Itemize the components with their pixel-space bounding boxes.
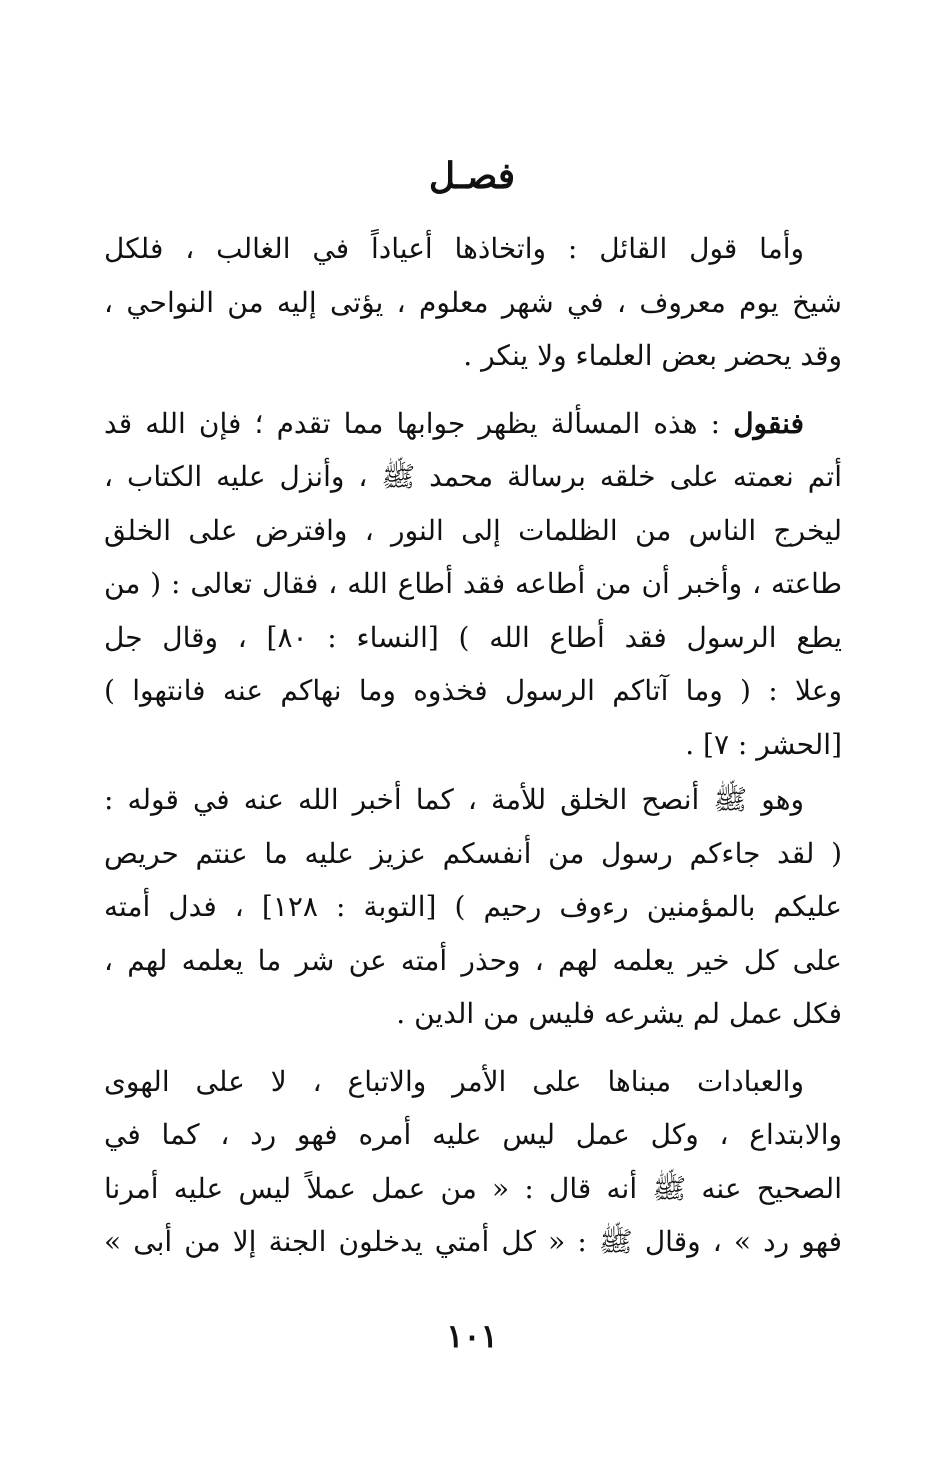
text-line: وأما قول القائل : واتخاذها أعياداً في الغالب ، فلكل (104, 232, 804, 265)
text-line: عليكم بالمؤمنين رءوف رحيم ) [التوبة : ١٢٨] ، فدل أمته (104, 890, 842, 923)
paragraph-2 (104, 397, 842, 772)
paragraph-4 (104, 1055, 842, 1269)
text-line: يطع الرسول فقد أطاع الله ) [النساء : ٨٠] ، وقال جل (104, 620, 842, 654)
text-line: ( لقد جاءكم رسول من أنفسكم عزيز عليه ما عنتم حريص (104, 836, 842, 870)
lead-word: فنقول (733, 406, 804, 440)
text-line: فكل عمل لم يشرعه فليس من الدين . (396, 997, 842, 1030)
section-heading: فصـل (428, 155, 516, 197)
text-line: [الحشر : ٧] . (685, 727, 842, 761)
text-line: أتم نعمته على خلقه برسالة محمد ﷺ ، وأنزل عليه الكتاب ، (104, 460, 842, 493)
text-line: فهو رد » ، وقال ﷺ : « كل أمتي يدخلون الجنة إلا من أبى » (104, 1225, 842, 1258)
text-line: طاعته ، وأخبر أن من أطاعه فقد أطاع الله ، فقال تعالى : ( من (104, 567, 842, 600)
text-line-rest: : هذه المسألة يظهر جوابها مما تقدم ؛ فإن الله قد (104, 406, 734, 440)
text-line: وقد يحضر بعض العلماء ولا ينكر . (463, 339, 842, 372)
text-line: شيخ يوم معروف ، في شهر معلوم ، يؤتى إليه من النواحي ، (104, 285, 842, 319)
paragraph-1 (104, 222, 842, 383)
text-line: وعلا : ( وما آتاكم الرسول فخذوه وما نهاكم عنه فانتهوا ) (104, 674, 842, 707)
text-line: والابتداع ، وكل عمل ليس عليه أمره فهو رد ، كما في (104, 1118, 842, 1151)
text-line: الصحيح عنه ﷺ أنه قال : « من عمل عملاً ليس عليه أمرنا (104, 1171, 842, 1205)
text-line: والعبادات مبناها على الأمر والاتباع ، لا على الهوى (104, 1064, 804, 1098)
paragraph-3 (104, 773, 842, 1041)
page-number: ١٠١ (446, 1317, 498, 1355)
text-line: وهو ﷺ أنصح الخلق للأمة ، كما أخبر الله عنه في قوله : (104, 783, 804, 816)
body-text (104, 222, 842, 1269)
text-line: ليخرج الناس من الظلمات إلى النور ، وافترض على الخلق (104, 513, 842, 547)
text-line (104, 397, 842, 451)
text-line: على كل خير يعلمه لهم ، وحذر أمته عن شر ما يعلمه لهم ، (104, 943, 842, 977)
